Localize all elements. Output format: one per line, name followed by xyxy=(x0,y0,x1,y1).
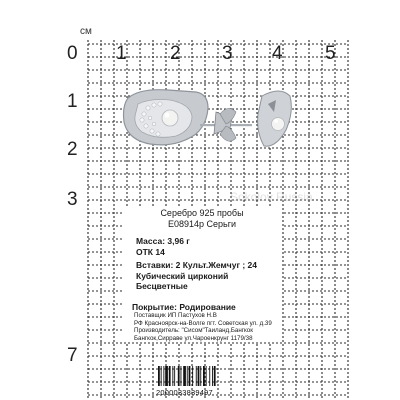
barcode-bar xyxy=(178,366,180,386)
label-inserts-2: Кубический цирконий xyxy=(136,270,229,281)
label-address-1: РФ Красноярск-на-Волге пгт. Советская ул. д.39 xyxy=(134,319,272,327)
barcode-bar xyxy=(174,366,175,386)
barcode-bar xyxy=(189,366,191,386)
barcode-bar xyxy=(214,366,216,386)
ruler-x-3: 3 xyxy=(222,43,233,64)
barcode-number: 2000033839497 xyxy=(156,388,213,397)
barcode-bar xyxy=(172,366,173,386)
label-coating: Покрытие: Родирование xyxy=(132,301,236,312)
label-metal: Серебро 925 пробы xyxy=(160,208,244,218)
label-address-2: Производитель: "Сисом"Таиланд,Бангкок xyxy=(134,327,253,335)
barcode-bar xyxy=(169,366,171,386)
barcode-bar xyxy=(187,366,188,386)
barcode-bar xyxy=(181,366,182,386)
ruler-x-5: 5 xyxy=(325,43,336,64)
ruler-x-2: 2 xyxy=(170,43,181,64)
barcode-bar xyxy=(200,366,201,386)
barcode-bar xyxy=(163,366,164,386)
barcode-bar xyxy=(161,366,162,386)
barcode-bar xyxy=(165,366,168,386)
barcode-bar xyxy=(212,366,213,386)
label-article: E08914р Серьги xyxy=(167,219,237,229)
label-inserts-3: Бесцветные xyxy=(136,281,188,291)
label-mass: Масса: 3,96 г xyxy=(136,236,190,246)
earring-front-image xyxy=(124,90,209,145)
label-supplier: Поставщик ИП Пастухов Н.В xyxy=(134,312,217,319)
ruler-x-4: 4 xyxy=(272,43,283,64)
watermark: Sokolov Russia xyxy=(230,190,313,204)
barcode-bar xyxy=(192,366,193,386)
unit-label: см xyxy=(80,26,92,37)
barcode-bar xyxy=(158,366,160,386)
ruler-y-2: 2 xyxy=(67,139,78,160)
earring-side-image xyxy=(200,91,291,146)
ruler-y-3: 3 xyxy=(67,189,78,210)
barcode-bar xyxy=(209,366,210,386)
barcode-bar xyxy=(198,366,200,386)
ruler-x-1: 1 xyxy=(116,43,127,64)
barcode xyxy=(158,366,216,386)
label-otk: ОТК 14 xyxy=(136,246,165,257)
barcode-bar xyxy=(203,366,205,386)
ruler-y-7: 7 xyxy=(67,345,78,366)
label-inserts-1: Вставки: 2 Культ.Жемчуг ; 24 xyxy=(136,260,257,270)
ruler-y-1: 1 xyxy=(67,91,78,112)
barcode-bar xyxy=(183,366,186,386)
barcode-bar xyxy=(206,366,207,386)
ruler-x-0: 0 xyxy=(67,43,78,64)
label-address-3: Бангкок,Сирраве ул.Чароенкрунг 1179/38 xyxy=(134,334,253,342)
barcode-bar xyxy=(196,366,197,386)
product-label xyxy=(122,208,282,342)
